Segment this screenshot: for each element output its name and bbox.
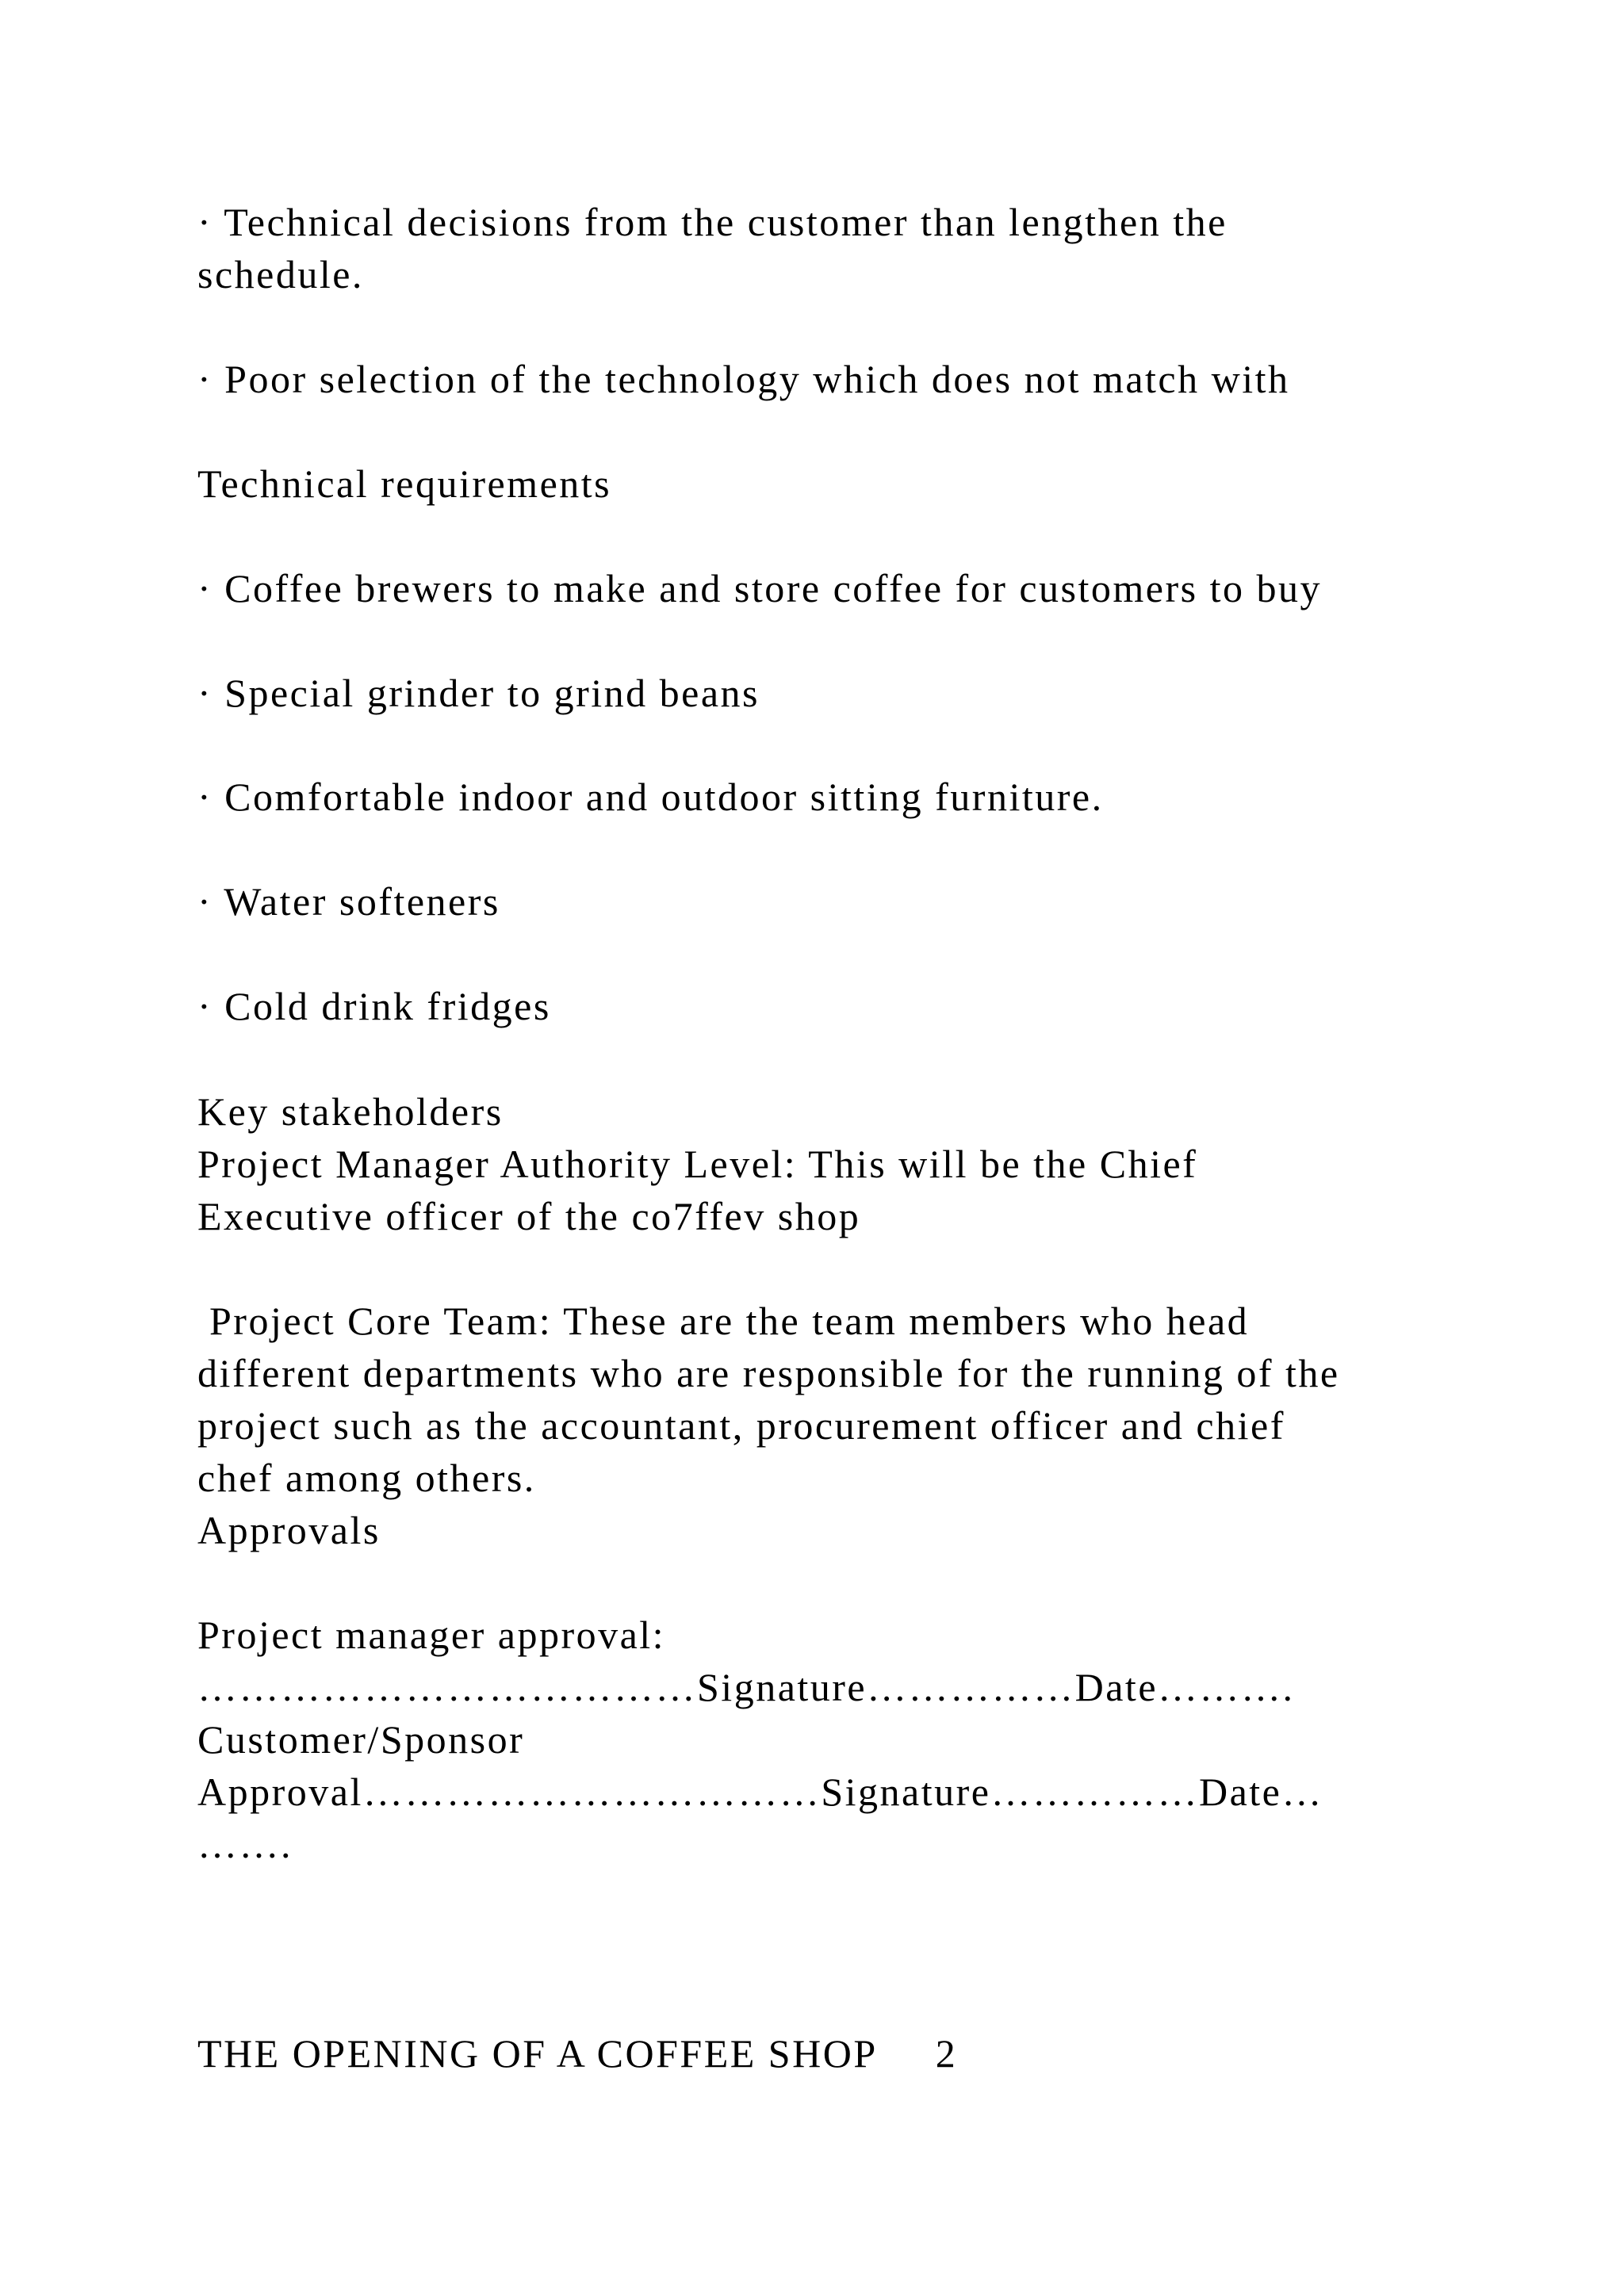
text-line: schedule. (197, 252, 364, 297)
section-heading: Key stakeholders (197, 1089, 504, 1134)
text-line: different departments who are responsible for the running of the (197, 1351, 1340, 1395)
text-line: Executive officer of the co7ffev shop (197, 1194, 861, 1238)
signature-line: ………………………………Signature……………Date………. (197, 1665, 1295, 1709)
text-line: · Cold drink fridges (197, 984, 551, 1028)
text-line: · Comfortable indoor and outdoor sitting furniture. (197, 775, 1104, 819)
text-line: · Technical decisions from the customer than lengthen the (197, 200, 1228, 244)
text-line: project such as the accountant, procurement officer and chief (197, 1403, 1285, 1448)
text-line: Project manager approval: (197, 1613, 666, 1657)
text-line: Project Manager Authority Level: This will be the Chief (197, 1142, 1198, 1186)
text-line: Technical requirements (197, 461, 612, 506)
text-line: · Coffee brewers to make and store coffee for customers to buy (197, 566, 1322, 610)
text-line: · Water softeners (197, 879, 500, 924)
signature-line: Approval……………………………Signature……………Date… (197, 1770, 1323, 1814)
text-line: · Special grinder to grind beans (197, 671, 760, 715)
text-line: ……. (197, 1822, 293, 1866)
text-line: · Poor selection of the technology which does not match with (197, 357, 1290, 401)
text-line: chef among others. (197, 1456, 536, 1500)
section-heading: Approvals (197, 1508, 381, 1552)
text-line: Project Core Team: These are the team members who head (197, 1299, 1250, 1343)
text-line: Customer/Sponsor (197, 1717, 525, 1762)
page-footer: THE OPENING OF A COFFEE SHOP 2 (197, 2031, 958, 2076)
